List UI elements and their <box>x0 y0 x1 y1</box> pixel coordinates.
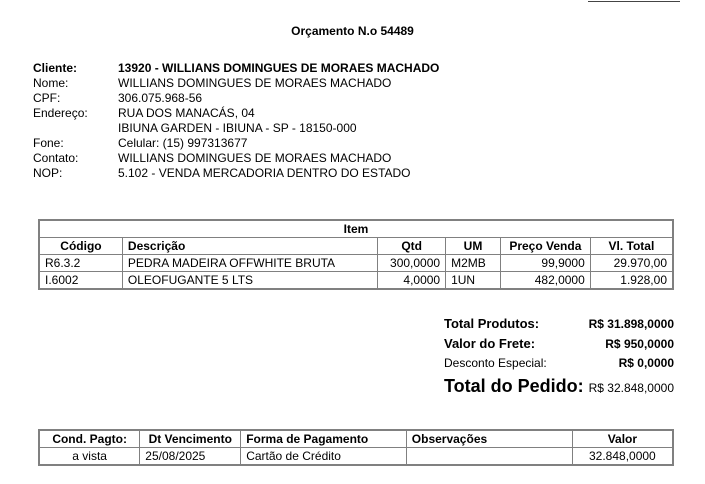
total-pedido-label: Total do Pedido: <box>444 376 584 396</box>
cell-descricao: OLEOFUGANTE 5 LTS <box>122 272 377 290</box>
info-value: IBIUNA GARDEN - IBIUNA - SP - 18150-000 <box>118 121 357 135</box>
column-header-preco-venda: Preço Venda <box>500 238 590 255</box>
info-label: Fone: <box>33 136 64 150</box>
valor-frete-label: Valor do Frete: <box>444 336 536 351</box>
column-header-dt-vencimento: Dt Vencimento <box>140 430 241 448</box>
cell-descricao: PEDRA MADEIRA OFFWHITE BRUTA <box>122 255 377 272</box>
info-value: RUA DOS MANACÁS, 04 <box>118 106 255 120</box>
column-header-cond-pagto: Cond. Pagto: <box>39 430 140 448</box>
items-header-row <box>39 238 673 255</box>
cut-off-header-link <box>588 0 680 2</box>
cell-um: M2MB <box>446 255 501 272</box>
desconto-especial-row <box>444 356 674 376</box>
cell-observacoes <box>406 448 572 466</box>
items-group-header-row <box>39 220 673 238</box>
cell-total: 1.928,00 <box>590 272 673 290</box>
column-header-forma-pagamento: Forma de Pagamento <box>241 430 407 448</box>
column-header-vl-total: Vl. Total <box>590 238 673 255</box>
cell-preco: 482,0000 <box>500 272 590 290</box>
column-header-qtd: Qtd <box>378 238 446 255</box>
info-row-contato <box>33 151 439 166</box>
info-value: WILLIANS DOMINGUES DE MORAES MACHADO <box>118 151 392 165</box>
valor-frete-value: R$ 950,0000 <box>605 337 674 351</box>
info-value: Celular: (15) 997313677 <box>118 136 248 150</box>
info-row-endereco-2 <box>33 121 439 136</box>
info-row-fone <box>33 136 439 151</box>
column-header-observacoes: Observações <box>406 430 572 448</box>
cell-forma-pagamento: Cartão de Crédito <box>241 448 407 466</box>
cell-cond-pagto: a vista <box>39 448 140 466</box>
cell-um: 1UN <box>446 272 501 290</box>
column-header-descricao: Descrição <box>122 238 377 255</box>
table-row <box>39 255 673 272</box>
info-value: 13920 - WILLIANS DOMINGUES DE MORAES MACHADO <box>118 61 440 75</box>
cell-total: 29.970,00 <box>590 255 673 272</box>
info-label: CPF: <box>33 91 61 105</box>
info-label: Contato: <box>33 151 79 165</box>
info-row-nome <box>33 76 439 91</box>
payment-header-row <box>39 430 673 448</box>
info-label: Nome: <box>33 76 69 90</box>
table-row <box>39 272 673 290</box>
total-produtos-label: Total Produtos: <box>444 316 540 331</box>
cell-vencimento: 25/08/2025 <box>140 448 241 466</box>
desconto-especial-label: Desconto Especial: <box>444 356 547 370</box>
info-row-cpf <box>33 91 439 106</box>
cell-preco: 99,9000 <box>500 255 590 272</box>
items-group-header: Item <box>39 220 673 238</box>
totals-summary <box>444 316 674 397</box>
cell-valor: 32.848,0000 <box>572 448 673 466</box>
info-row-cliente <box>33 61 439 76</box>
column-header-um: UM <box>446 238 501 255</box>
total-produtos-row <box>444 316 674 336</box>
info-label: Cliente: <box>33 61 78 75</box>
cell-codigo: I.6002 <box>39 272 122 290</box>
table-row <box>39 448 673 466</box>
info-label: Endereço: <box>33 106 88 120</box>
info-value: 5.102 - VENDA MERCADORIA DENTRO DO ESTADO <box>118 166 411 180</box>
total-pedido-value: R$ 32.848,0000 <box>588 381 674 395</box>
info-row-nop <box>33 166 439 181</box>
payment-table <box>38 429 674 466</box>
customer-info <box>33 61 439 181</box>
total-pedido-row <box>444 376 674 397</box>
info-value: WILLIANS DOMINGUES DE MORAES MACHADO <box>118 76 392 90</box>
page-title: Orçamento N.o 54489 <box>291 24 414 38</box>
total-produtos-value: R$ 31.898,0000 <box>588 317 674 331</box>
column-header-codigo: Código <box>39 238 122 255</box>
column-header-valor: Valor <box>572 430 673 448</box>
valor-frete-row <box>444 336 674 356</box>
info-row-endereco <box>33 106 439 121</box>
info-label <box>33 121 118 136</box>
cell-codigo: R6.3.2 <box>39 255 122 272</box>
desconto-especial-value: R$ 0,0000 <box>618 356 674 370</box>
cell-qtd: 300,0000 <box>378 255 446 272</box>
cell-qtd: 4,0000 <box>378 272 446 290</box>
info-label: NOP: <box>33 166 63 180</box>
info-value: 306.075.968-56 <box>118 91 203 105</box>
items-table <box>38 219 674 290</box>
